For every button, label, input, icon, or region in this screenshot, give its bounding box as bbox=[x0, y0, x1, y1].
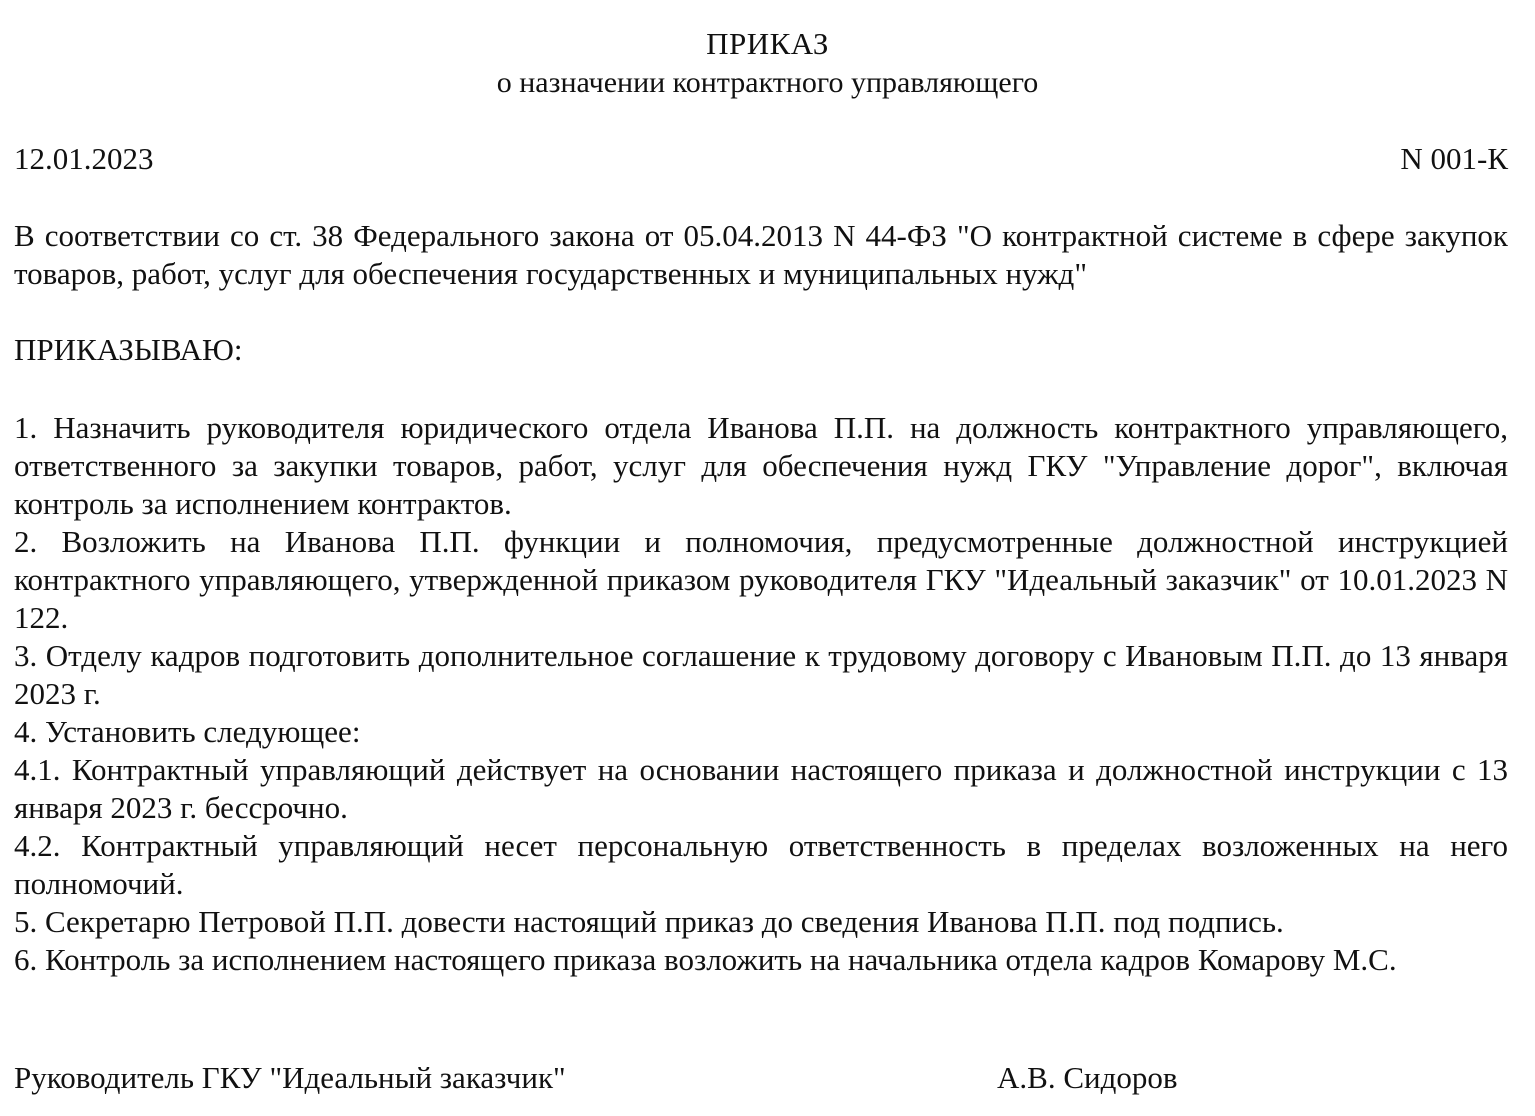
order-word: ПРИКАЗЫВАЮ: bbox=[14, 332, 243, 367]
order-item-6: 6. Контроль за исполнением настоящего приказа возложить на начальника отдела кадров Комарову М.С. bbox=[14, 942, 1397, 977]
order-item-4: 4. Установить следующее: bbox=[14, 714, 361, 749]
order-item-4-1: 4.1. Контрактный управляющий действует на основании настоящего приказа и должностной инструкции с 13 января 2023 г. бессрочно. bbox=[14, 752, 1508, 825]
order-item-4-2: 4.2. Контрактный управляющий несет персональную ответственность в пределах возложенных на него полномочий. bbox=[14, 828, 1508, 901]
order-item-5: 5. Секретарю Петровой П.П. довести настоящий приказ до сведения Иванова П.П. под подпись. bbox=[14, 904, 1284, 939]
order-item-3: 3. Отделу кадров подготовить дополнительное соглашение к трудовому договору с Ивановым П.П. до 13 января 2023 г. bbox=[14, 638, 1508, 711]
order-items-list bbox=[14, 409, 1508, 979]
order-item-2: 2. Возложить на Иванова П.П. функции и полномочия, предусмотренные должностной инструкцией контрактного управляющего, утвержденной приказом руководителя ГКУ "Идеальный заказчик" от 10.01.2023 N 122. bbox=[14, 524, 1508, 635]
signatory-name: А.В. Сидоров bbox=[997, 1060, 1178, 1095]
document-subtitle: о назначении контрактного управляющего bbox=[496, 66, 1039, 99]
preamble-paragraph: В соответствии со ст. 38 Федерального закона от 05.04.2013 N 44-ФЗ "О контрактной системе в сфере закупок товаров, работ, услуг для обеспечения государственных и муниципальных нужд" bbox=[14, 218, 1508, 291]
order-item-1: 1. Назначить руководителя юридического отдела Иванова П.П. на должность контрактного управляющего, ответственного за закупки товаров, работ, услуг для обеспечения нужд ГКУ "Управление дорог", включая контроль за исполнением контрактов. bbox=[14, 410, 1508, 521]
document-number: N 001-К bbox=[1400, 141, 1508, 176]
document-meta-row bbox=[14, 140, 1508, 178]
signature-block bbox=[14, 1059, 1508, 1097]
document-title: ПРИКАЗ bbox=[706, 26, 829, 61]
signatory-role: Руководитель ГКУ "Идеальный заказчик" bbox=[14, 1060, 566, 1095]
document-date: 12.01.2023 bbox=[14, 141, 154, 176]
